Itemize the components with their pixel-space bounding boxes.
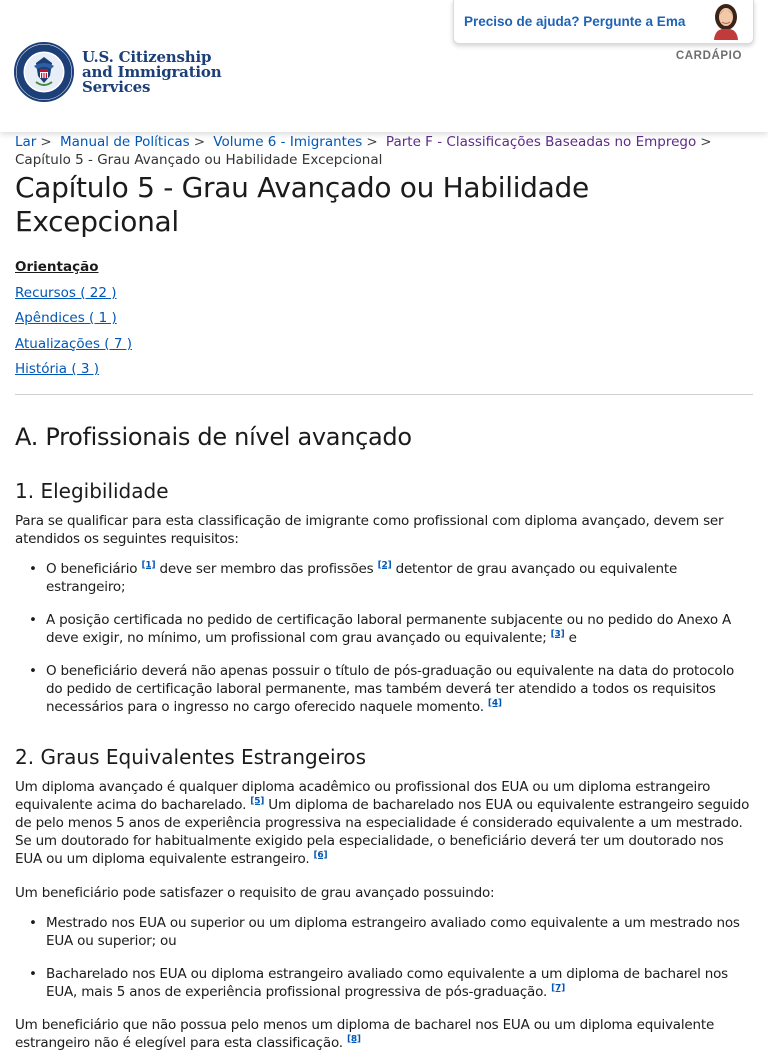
text-fragment: Um beneficiário que não possua pelo menos um diploma de bacharel nos EUA ou um diploma equivalente estrangeiro não é elegível para esta classificação. — [15, 1016, 715, 1051]
footnote-link-8[interactable]: [8] — [346, 1034, 361, 1044]
site-header — [0, 0, 768, 132]
text-fragment: O beneficiário — [46, 560, 142, 577]
ema-avatar — [711, 2, 741, 40]
footnote-link-5[interactable]: [5] — [250, 796, 265, 806]
paragraph — [15, 1016, 753, 1052]
uscis-logo[interactable] — [14, 42, 221, 102]
breadcrumb-separator: > — [366, 134, 378, 150]
breadcrumb-separator: > — [193, 134, 205, 150]
text-fragment: e — [564, 629, 577, 646]
agency-name — [82, 47, 222, 96]
tab-updates[interactable]: Atualizações ( 7 ) — [15, 335, 132, 352]
footnote-link-2[interactable]: [2] — [377, 560, 392, 570]
requirements-list — [15, 560, 753, 716]
paragraph: Para se qualificar para esta classificação de imigrante como profissional com diploma avançado, devem ser atendidos os seguintes requisitos: — [15, 512, 724, 547]
degree-options-list — [15, 914, 753, 1001]
footnote-link-7[interactable]: [7] — [551, 983, 566, 993]
breadcrumb — [15, 133, 753, 169]
text-fragment: deve ser membro das profissões — [155, 560, 378, 577]
list-item — [15, 965, 753, 1001]
tab-guidance[interactable]: Orientação — [15, 259, 99, 275]
chapter-tabs — [15, 255, 753, 383]
paragraph — [15, 778, 753, 868]
agency-line-1: U.S. Citizenship — [82, 47, 212, 66]
section-title: A. Profissionais de nível avançado — [15, 422, 412, 451]
footnote-link-1[interactable]: [1] — [141, 560, 156, 570]
tab-resources[interactable]: Recursos ( 22 ) — [15, 284, 117, 301]
breadcrumb-manual[interactable]: Manual de Políticas — [59, 134, 190, 150]
ask-ema-label: Preciso de ajuda? Pergunte a Ema — [464, 14, 686, 29]
text-fragment: Um diploma avançado é qualquer diploma acadêmico ou profissional dos EUA ou um diploma estrangeiro equivalente acima do bacharelado. — [15, 778, 711, 813]
subsection-title: 1. Elegibilidade — [15, 478, 169, 503]
list-item — [15, 662, 753, 716]
agency-line-3: Services — [82, 77, 151, 96]
subsection-title: 2. Graus Equivalentes Estrangeiros — [15, 744, 367, 769]
ask-ema-button[interactable] — [453, 0, 754, 44]
breadcrumb-separator: > — [40, 134, 52, 150]
page-title: Capítulo 5 - Grau Avançado ou Habilidade Excepcional — [15, 171, 589, 238]
footnote-link-4[interactable]: [4] — [487, 698, 502, 708]
breadcrumb-part[interactable]: Parte F - Classificações Baseadas no Emprego — [385, 134, 697, 150]
breadcrumb-volume[interactable]: Volume 6 - Imigrantes — [213, 134, 363, 150]
breadcrumb-current: Capítulo 5 - Grau Avançado ou Habilidade Excepcional — [15, 152, 383, 168]
agency-line-2: and Immigration — [82, 62, 222, 81]
text-fragment: O beneficiário deverá não apenas possuir o título de pós-graduação ou equivalente na data do protocolo do pedido de certificação laboral permanente, mas também deverá ter atendido a todos os requisitos necessários para o ingresso no cargo oferecido naquele momento. — [46, 662, 735, 715]
footnote-link-3[interactable]: [3] — [550, 629, 565, 639]
menu-button[interactable]: CARDÁPIO — [675, 50, 742, 62]
list-item: • Mestrado nos EUA ou superior ou um diploma estrangeiro avaliado como equivalente a um mestrado nos EUA ou superior; ou — [15, 914, 753, 950]
divider — [15, 394, 753, 395]
footnote-link-6[interactable]: [6] — [313, 850, 328, 860]
breadcrumb-home[interactable]: Lar — [15, 134, 37, 150]
main-content — [15, 133, 753, 1052]
tab-appendices[interactable]: Apêndices ( 1 ) — [15, 310, 117, 326]
breadcrumb-separator: > — [700, 134, 712, 150]
text-fragment: Bacharelado nos EUA ou diploma estrangeiro avaliado como equivalente a um diploma de bacharel nos EUA, mais 5 anos de experiência profissional progressiva de pós-graduação. — [46, 965, 728, 1000]
list-item — [15, 560, 753, 596]
text-fragment: detentor de grau avançado ou equivalente estrangeiro; — [46, 560, 678, 595]
list-item — [15, 611, 753, 647]
text-fragment: A posição certificada no pedido de certificação laboral permanente subjacente ou no pedido do Anexo A deve exigir, no mínimo, um profissional com grau avançado ou equivalente; — [46, 611, 732, 646]
paragraph: Um beneficiário pode satisfazer o requisito de grau avançado possuindo: — [15, 884, 495, 901]
text-fragment: Um diploma de bacharelado nos EUA ou equivalente estrangeiro seguido de pelo menos 5 anos de experiência progressiva na especialidade é considerado equivalente a um mestrado. Se um doutorado for habitualmente exigido pela especialidade, o beneficiário deverá ter um doutorado nos EUA ou um diploma equivalente estrangeiro. — [15, 796, 750, 867]
tab-history[interactable]: História ( 3 ) — [15, 361, 100, 377]
dhs-seal-icon — [14, 42, 74, 102]
